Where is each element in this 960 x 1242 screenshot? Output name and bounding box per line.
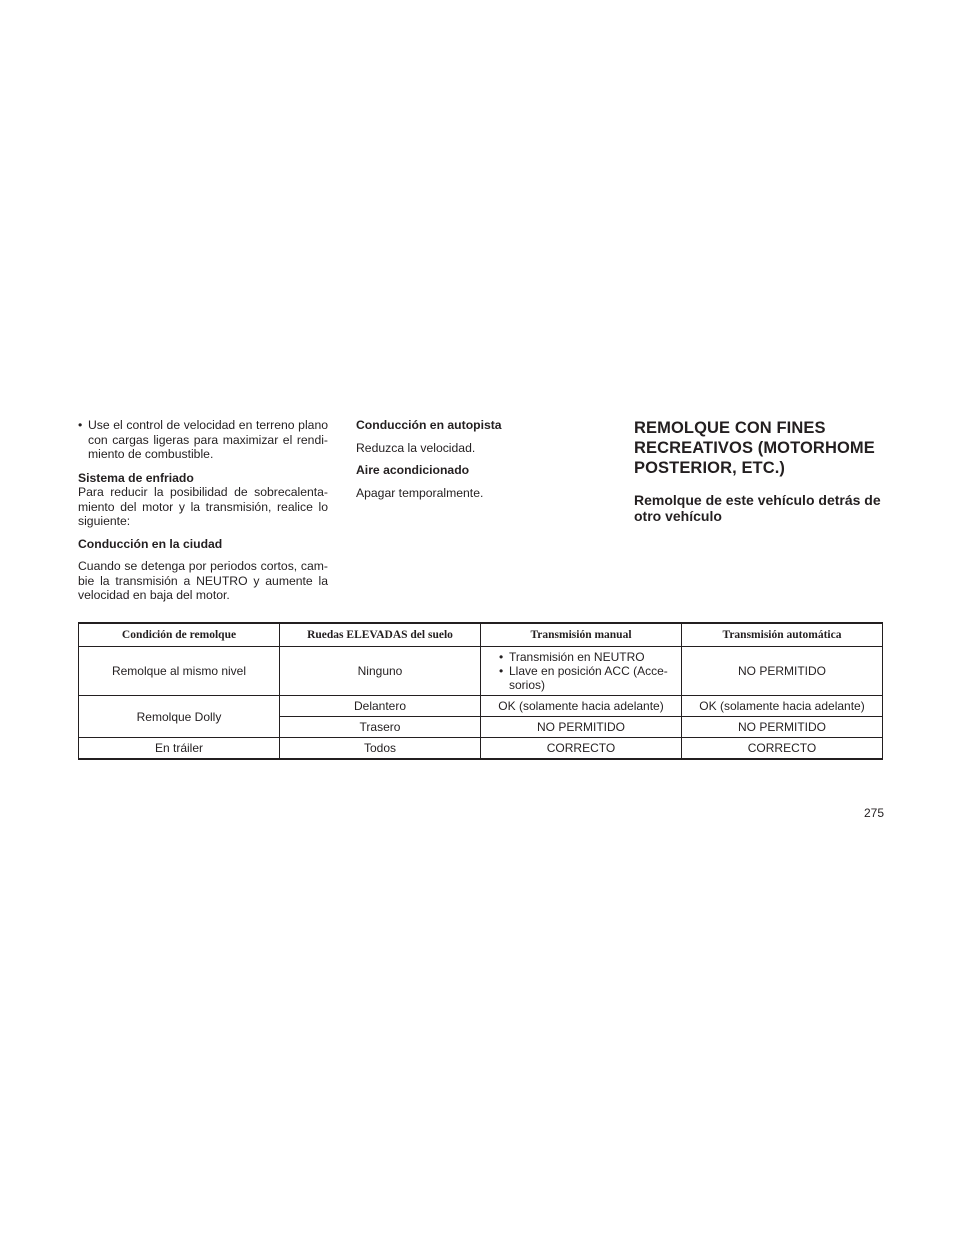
table-row [79,696,883,717]
bullet-marker: • [78,418,83,432]
cooling-heading: Sistema de enfriado [78,470,194,485]
cell-automatic: OK (solamente hacia adelante) [682,696,883,717]
cooling-text: Para reducir la posibilidad de sobrecalenta- miento del motor y la transmisión, realice lo siguiente: [78,485,328,528]
towing-table [78,622,883,760]
subsection-title: Remolque de este vehículo detrás de otro vehículo [634,492,881,524]
cell-wheels: Todos [280,738,481,760]
cell-wheels: Delantero [280,696,481,717]
cruise-control-text: Use el control de velocidad en terreno plano con cargas ligeras para maximizar el rendi- miento de combustible. [88,418,328,461]
header-wheels-off-ground: Ruedas ELEVADAS del suelo [280,623,481,647]
bullet-marker: • [499,650,504,664]
list-item [499,664,677,692]
cell-automatic: NO PERMITIDO [682,647,883,696]
city-driving-text: Cuando se detenga por periodos cortos, cam- bie la transmisión a NEUTRO y aumente la velocidad en baja del motor. [78,559,328,602]
list-item-text: Transmisión en NEUTRO [509,650,645,664]
highway-driving-text: Reduzca la velocidad. [356,440,476,455]
cell-manual [481,647,682,696]
cell-wheels: Ninguno [280,647,481,696]
cell-automatic: NO PERMITIDO [682,717,883,738]
table-header-row [79,623,883,647]
cell-manual: NO PERMITIDO [481,717,682,738]
cell-wheels: Trasero [280,717,481,738]
air-conditioning-heading: Aire acondicionado [356,463,470,477]
city-driving-heading: Conducción en la ciudad [78,536,223,551]
list-item-text: Llave en posición ACC (Acce- sorios) [509,664,668,692]
cell-manual: CORRECTO [481,738,682,760]
bullet-marker: • [499,664,504,678]
highway-driving-heading: Conducción en autopista [356,418,502,432]
left-column [78,418,328,611]
header-towing-condition: Condición de remolque [79,623,280,647]
section-title: REMOLQUE CON FINES RECREATIVOS (MOTORHOME POSTERIOR, ETC.) [634,419,875,477]
cruise-control-tip [78,418,328,462]
header-automatic-transmission: Transmisión automática [682,623,883,647]
table-row [79,738,883,760]
cell-condition: En tráiler [79,738,280,760]
right-column [634,418,884,524]
page-number: 275 [864,806,885,820]
header-manual-transmission: Transmisión manual [481,623,682,647]
cell-manual: OK (solamente hacia adelante) [481,696,682,717]
middle-column [356,418,606,508]
cell-condition: Remolque al mismo nivel [79,647,280,696]
cell-condition: Remolque Dolly [79,696,280,738]
cell-automatic: CORRECTO [682,738,883,760]
air-conditioning-text: Apagar temporalmente. [356,485,484,500]
table-row [79,647,883,696]
list-item [499,650,677,664]
